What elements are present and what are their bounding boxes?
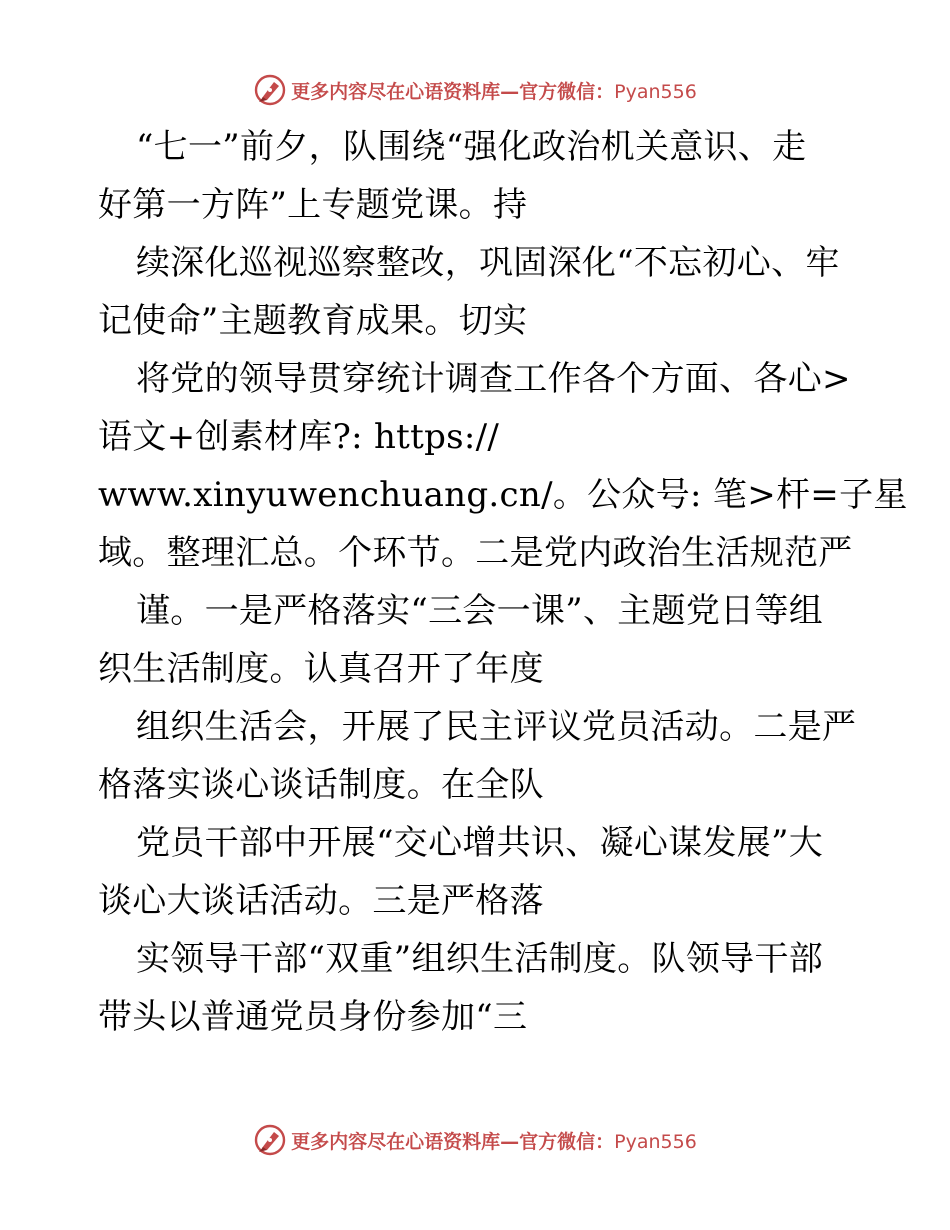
body-line: 语文+创素材库?: https://	[98, 417, 500, 457]
body-line: 带头以普通党员身份参加“三	[98, 997, 528, 1037]
body-line: 将党的领导贯穿统计调查工作各个方面、各心>	[136, 359, 851, 399]
document-body	[98, 118, 908, 1046]
body-line: 好第一方阵”上专题党课。持	[98, 185, 528, 225]
pen-nib-logo-icon	[253, 73, 287, 107]
body-line: 记使命”主题教育成果。切实	[98, 301, 528, 341]
header-banner	[0, 70, 950, 110]
body-line: 谨。一是严格落实“三会一课”、主题党日等组	[136, 591, 824, 631]
body-line: 续深化巡视巡察整改，巩固深化“不忘初心、牢	[136, 243, 840, 283]
body-line: 组织生活会，开展了民主评议党员活动。二是严	[136, 707, 857, 747]
body-line: 党员干部中开展“交心增共识、凝心谋发展”大	[136, 823, 824, 863]
body-line: 织生活制度。认真召开了年度	[98, 649, 544, 689]
body-line: 谈心大谈话活动。三是严格落	[98, 881, 544, 921]
footer-banner-label: 更多内容尽在心语资料库—官方微信：	[291, 1130, 615, 1153]
pen-nib-logo-icon	[253, 1123, 287, 1157]
footer-banner-text	[291, 1127, 697, 1154]
body-line: 格落实谈心谈话制度。在全队	[98, 765, 544, 805]
footer-banner	[0, 1120, 950, 1160]
body-line: 域。整理汇总。个环节。二是党内政治生活规范严	[98, 533, 853, 573]
header-banner-wechat-id: Pyan556	[614, 80, 697, 103]
body-line: www.xinyuwenchuang.cn/。公众号: 笔>杆=子星	[98, 475, 908, 515]
footer-banner-wechat-id: Pyan556	[614, 1130, 697, 1153]
body-line: “七一”前夕，队围绕“强化政治机关意识、走	[136, 127, 807, 167]
header-banner-text	[291, 77, 697, 104]
header-banner-label: 更多内容尽在心语资料库—官方微信：	[291, 80, 615, 103]
body-line: 实领导干部“双重”组织生活制度。队领导干部	[136, 939, 824, 979]
